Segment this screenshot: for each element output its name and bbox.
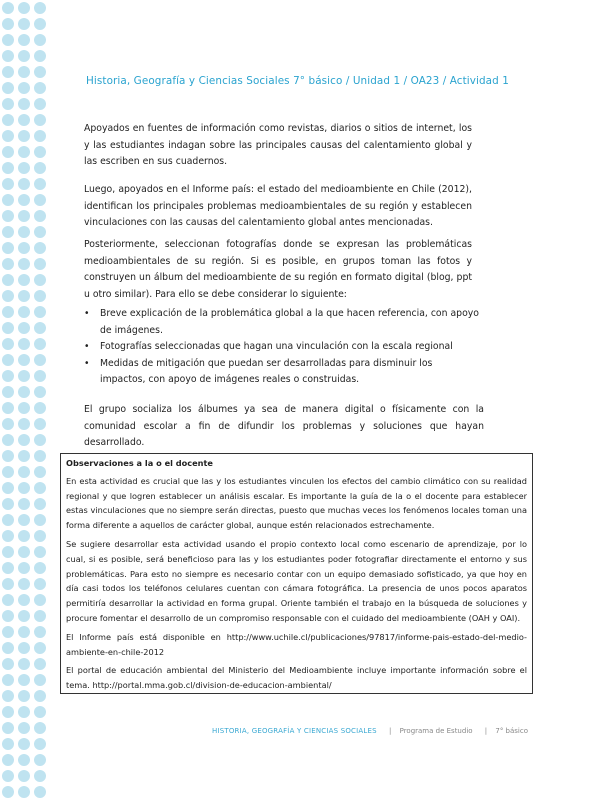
strip-circle (34, 370, 46, 382)
strip-circle (18, 418, 30, 430)
strip-circle (2, 578, 14, 590)
strip-circle (2, 562, 14, 574)
strip-circle (2, 530, 14, 542)
strip-circle (2, 354, 14, 366)
footer-separator: | (389, 727, 392, 735)
strip-circle (2, 450, 14, 462)
strip-circle (18, 130, 30, 142)
strip-circle (34, 658, 46, 670)
strip-circle (34, 258, 46, 270)
strip-circle (34, 770, 46, 782)
strip-circle (34, 642, 46, 654)
strip-circle (2, 674, 14, 686)
strip-circle (18, 722, 30, 734)
strip-circle (18, 98, 30, 110)
strip-circle (18, 290, 30, 302)
list-item-text: Breve explicación de la problemática global a la que hacen referencia, con apoyo de imágenes. (100, 308, 479, 336)
strip-circle (2, 386, 14, 398)
strip-circle (18, 546, 30, 558)
strip-circle (34, 130, 46, 142)
strip-circle (2, 610, 14, 622)
strip-circle (18, 338, 30, 350)
strip-circle (2, 418, 14, 430)
strip-circle (2, 2, 14, 14)
strip-circle (18, 498, 30, 510)
teacher-notes-paragraph: En esta actividad es crucial que las y los estudiantes vinculen los efectos del cambio climático con su realidad regional y que logren establecer un análisis escalar. Es importante la guía de la o el docente para establecer estas vinculaciones que no siempre serán directas, puesto que muchas veces los fenómenos locales toman una forma diferente a aquellos de carácter global, aunque estén relacionados estrechamente. (66, 475, 527, 531)
strip-circle (18, 642, 30, 654)
strip-circle (34, 146, 46, 158)
strip-circle (34, 498, 46, 510)
strip-circle (18, 322, 30, 334)
strip-circle (34, 226, 46, 238)
strip-circle (2, 34, 14, 46)
strip-circle (18, 306, 30, 318)
strip-circle (2, 498, 14, 510)
strip-circle (2, 258, 14, 270)
strip-circle (34, 418, 46, 430)
strip-circle (2, 274, 14, 286)
strip-circle (18, 162, 30, 174)
strip-circle (2, 146, 14, 158)
strip-circle (18, 386, 30, 398)
strip-circle (34, 466, 46, 478)
strip-circle (2, 690, 14, 702)
strip-circle (18, 34, 30, 46)
strip-circle (18, 2, 30, 14)
page-footer (212, 727, 528, 735)
strip-circle (18, 450, 30, 462)
strip-circle (2, 706, 14, 718)
footer-grade: 7° básico (495, 727, 529, 735)
strip-circle (2, 162, 14, 174)
bullet-icon: • (84, 341, 90, 353)
strip-circle (18, 146, 30, 158)
strip-circle (2, 482, 14, 494)
strip-circle (2, 338, 14, 350)
strip-circle (34, 34, 46, 46)
strip-circle (18, 530, 30, 542)
strip-circle (34, 18, 46, 30)
strip-circle (2, 770, 14, 782)
strip-circle (34, 786, 46, 798)
strip-circle (18, 226, 30, 238)
strip-circle (34, 434, 46, 446)
strip-circle (34, 722, 46, 734)
strip-circle (34, 178, 46, 190)
strip-circle (34, 306, 46, 318)
strip-circle (18, 370, 30, 382)
strip-circle (2, 466, 14, 478)
strip-circle (2, 434, 14, 446)
strip-circle (2, 194, 14, 206)
strip-circle (2, 290, 14, 302)
list-item (84, 306, 480, 339)
strip-circle (2, 754, 14, 766)
teacher-notes-title: Observaciones a la o el docente (66, 458, 213, 468)
strip-circle (18, 194, 30, 206)
paragraph-socializa: El grupo socializa los álbumes ya sea de manera digital o físicamente con la comunidad escolar a fin de difundir los problemas y soluciones que hayan desarrollado. (84, 404, 484, 449)
strip-circle (34, 274, 46, 286)
strip-circle (18, 18, 30, 30)
footer-separator: | (484, 727, 488, 735)
footer-program: Programa de Estudio (399, 727, 473, 735)
strip-circle (2, 786, 14, 798)
strip-circle (2, 594, 14, 606)
strip-circle (2, 82, 14, 94)
strip-circle (2, 370, 14, 382)
teacher-notes-paragraph: El portal de educación ambiental del Ministerio del Medioambiente incluye importante información sobre el tema. http://portal.mma.gob.cl/division-de-educacion-ambiental/ (66, 665, 527, 691)
strip-circle (34, 530, 46, 542)
strip-circle (18, 434, 30, 446)
strip-circle (2, 178, 14, 190)
paragraph-informe: Luego, apoyados en el Informe país: el estado del medioambiente en Chile (2012), identifican los principales problemas medioambientales de su región y establecen vinculaciones con las causas del calentamiento global antes mencionadas. (84, 184, 472, 229)
strip-circle (34, 546, 46, 558)
strip-circle (18, 738, 30, 750)
strip-circle (2, 226, 14, 238)
strip-circle (2, 658, 14, 670)
strip-circle (18, 514, 30, 526)
bullet-icon: • (84, 357, 90, 369)
strip-circle (34, 210, 46, 222)
strip-circle (2, 514, 14, 526)
strip-circle (2, 642, 14, 654)
strip-circle (34, 2, 46, 14)
strip-circle (18, 594, 30, 606)
strip-pattern (0, 0, 54, 800)
strip-circle (18, 770, 30, 782)
strip-circle (18, 482, 30, 494)
strip-circle (2, 402, 14, 414)
strip-circle (34, 162, 46, 174)
strip-circle (18, 50, 30, 62)
strip-circle (18, 210, 30, 222)
strip-circle (18, 786, 30, 798)
strip-circle (34, 98, 46, 110)
strip-circle (18, 242, 30, 254)
strip-circle (18, 562, 30, 574)
strip-circle (34, 194, 46, 206)
strip-circle (18, 274, 30, 286)
list-item-text: Medidas de mitigación que puedan ser desarrolladas para disminuir los impactos, con apoyo de imágenes reales o construidas. (100, 357, 433, 386)
strip-circle (2, 722, 14, 734)
teacher-notes-paragraph: Se sugiere desarrollar esta actividad usando el propio contexto local como escenario de aprendizaje, por lo cual, si es posible, será beneficioso para las y los estudiantes poder fotografiar directamente el entorno y sus problemáticas. Para esto no siempre es necesario contar con un equipo demasiado sofisticado, ya que hoy en día casi todos los teléfonos celulares cuentan con cámara fotográfica. La presencia de unos pocos aparatos permitiría desarrollar la actividad en forma grupal. Oriente también el trabajo en la búsqueda de soluciones y procure fomentar el desarrollo de un compromiso responsable con el cuidado del medioambiente (OAH y OAI). (66, 538, 527, 623)
strip-circle (34, 82, 46, 94)
strip-circle (18, 610, 30, 622)
strip-circle (34, 450, 46, 462)
strip-circle (34, 562, 46, 574)
strip-circle (34, 402, 46, 414)
strip-circle (18, 66, 30, 78)
strip-circle (2, 98, 14, 110)
strip-circle (34, 674, 46, 686)
list-item (84, 356, 480, 389)
strip-circle (34, 514, 46, 526)
strip-circle (2, 50, 14, 62)
strip-circle (34, 690, 46, 702)
strip-circle (34, 482, 46, 494)
breadcrumb: Historia, Geografía y Ciencias Sociales 7° básico / Unidad 1 / OA23 / Actividad 1 (86, 75, 509, 87)
strip-circle (18, 706, 30, 718)
strip-circle (18, 466, 30, 478)
strip-circle (34, 114, 46, 126)
strip-circle (2, 66, 14, 78)
strip-circle (34, 594, 46, 606)
strip-circle (34, 50, 46, 62)
strip-circle (2, 322, 14, 334)
strip-circle (18, 690, 30, 702)
strip-circle (34, 322, 46, 334)
strip-circle (2, 242, 14, 254)
strip-circle (34, 738, 46, 750)
strip-circle (2, 18, 14, 30)
strip-circle (18, 178, 30, 190)
strip-circle (18, 82, 30, 94)
strip-circle (34, 578, 46, 590)
bullet-icon: • (84, 308, 90, 319)
strip-circle (2, 626, 14, 638)
strip-circle (18, 754, 30, 766)
paragraph-fotografias: Posteriormente, seleccionan fotografías donde se expresan las problemáticas medioambientales de su región. Si es posible, en grupos toman las fotos y construyen un álbum del medioambiente de su región en formato digital (blog, ppt u otro similar). Para ello se debe considerar lo siguiente: (84, 239, 472, 300)
strip-circle (18, 354, 30, 366)
strip-circle (34, 754, 46, 766)
strip-circle (18, 626, 30, 638)
strip-circle (34, 354, 46, 366)
strip-circle (18, 258, 30, 270)
strip-circle (34, 610, 46, 622)
paragraph-intro: Apoyados en fuentes de información como revistas, diarios o sitios de internet, los y las estudiantes indagan sobre las principales causas del calentamiento global y las escriben en sus cuadernos. (84, 123, 472, 168)
decorative-side-strip (0, 0, 54, 800)
strip-circle (2, 210, 14, 222)
strip-circle (2, 114, 14, 126)
strip-circle (34, 706, 46, 718)
strip-circle (18, 402, 30, 414)
bullet-list (84, 306, 484, 389)
strip-circle (2, 738, 14, 750)
strip-circle (34, 242, 46, 254)
strip-circle (2, 130, 14, 142)
strip-circle (18, 674, 30, 686)
teacher-notes-paragraph: El Informe país está disponible en http://www.uchile.cl/publicaciones/97817/informe-pais-estado-del-medio-ambiente-en-chile-2012 (66, 631, 527, 657)
list-item-text: Fotografías seleccionadas que hagan una vinculación con la escala regional (100, 341, 453, 353)
strip-circle (18, 578, 30, 590)
strip-circle (34, 338, 46, 350)
strip-circle (34, 626, 46, 638)
strip-circle (34, 386, 46, 398)
strip-circle (2, 546, 14, 558)
teacher-notes-box (60, 453, 533, 694)
strip-circle (34, 66, 46, 78)
strip-circle (18, 658, 30, 670)
footer-subject: HISTORIA, GEOGRAFÍA Y CIENCIAS SOCIALES (212, 727, 377, 735)
strip-circle (34, 290, 46, 302)
list-item (84, 339, 484, 356)
strip-circle (2, 306, 14, 318)
strip-circle (18, 114, 30, 126)
